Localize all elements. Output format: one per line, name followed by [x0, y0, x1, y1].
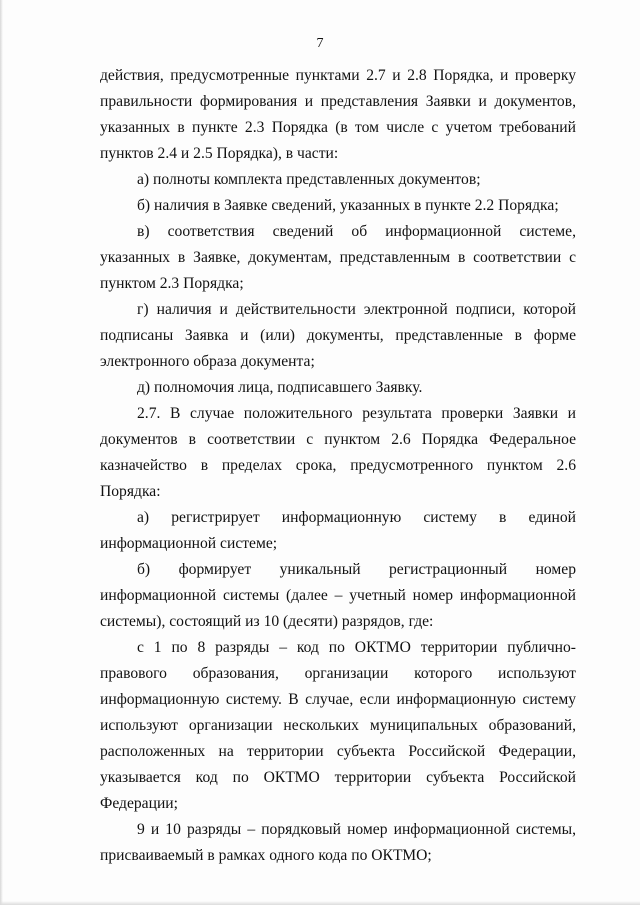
paragraph-item-v: в) соответствия сведений об информационной системе, указанных в Заявке, документам, представленным в соответствии с пунктом 2.3 Порядка;: [100, 223, 576, 292]
paragraph-register: а) регистрирует информационную систему в единой информационной системе;: [100, 509, 576, 552]
paragraph-item-g: г) наличия и действительности электронной подписи, которой подписаны Заявка и (или) документы, представленные в форме электронного образа документа;: [100, 301, 576, 370]
paragraph-actions: действия, предусмотренные пунктами 2.7 и 2.8 Порядка, и проверку правильности формирования и представления Заявки и документов, указанных в пункте 2.3 Порядка (в том числе с учетом требований пунктов 2.4 и 2.5 Порядка), в части:: [100, 67, 576, 162]
paragraph-section-2-7: 2.7. В случае положительного результата проверки Заявки и документов в соответствии с пунктом 2.6 Порядка Федеральное казначейство в пределах срока, предусмотренного пунктом 2.6 Порядка:: [100, 405, 576, 500]
paragraph-form-number: б) формирует уникальный регистрационный номер информационной системы (далее – учетный номер информационной системы), состоящий из 10 (десяти) разрядов, где:: [100, 561, 576, 630]
scan-left-edge: [0, 0, 3, 905]
paragraph-item-a: а) полноты комплекта представленных документов;: [137, 171, 481, 188]
document-body: [100, 63, 576, 869]
paragraph-digits-9-10: 9 и 10 разряды – порядковый номер информационной системы, присваиваемый в рамках одного кода по ОКТМО;: [100, 821, 576, 864]
scan-bottom-edge: [0, 901, 640, 905]
paragraph-item-d: д) полномочия лица, подписавшего Заявку.: [137, 379, 423, 396]
paragraph-item-b: б) наличия в Заявке сведений, указанных в пункте 2.2 Порядка;: [137, 197, 559, 214]
paragraph-digits-1-8: с 1 по 8 разряды – код по ОКТМО территории публично-правового образования, организации которого используют информационную систему. В случае, если информационную систему используют организации нескольких муниципальных образований, расположенных на территории субъекта Российской Федерации, указывается код по ОКТМО территории субъекта Российской Федерации;: [100, 639, 576, 812]
page-number: 7: [316, 36, 324, 51]
